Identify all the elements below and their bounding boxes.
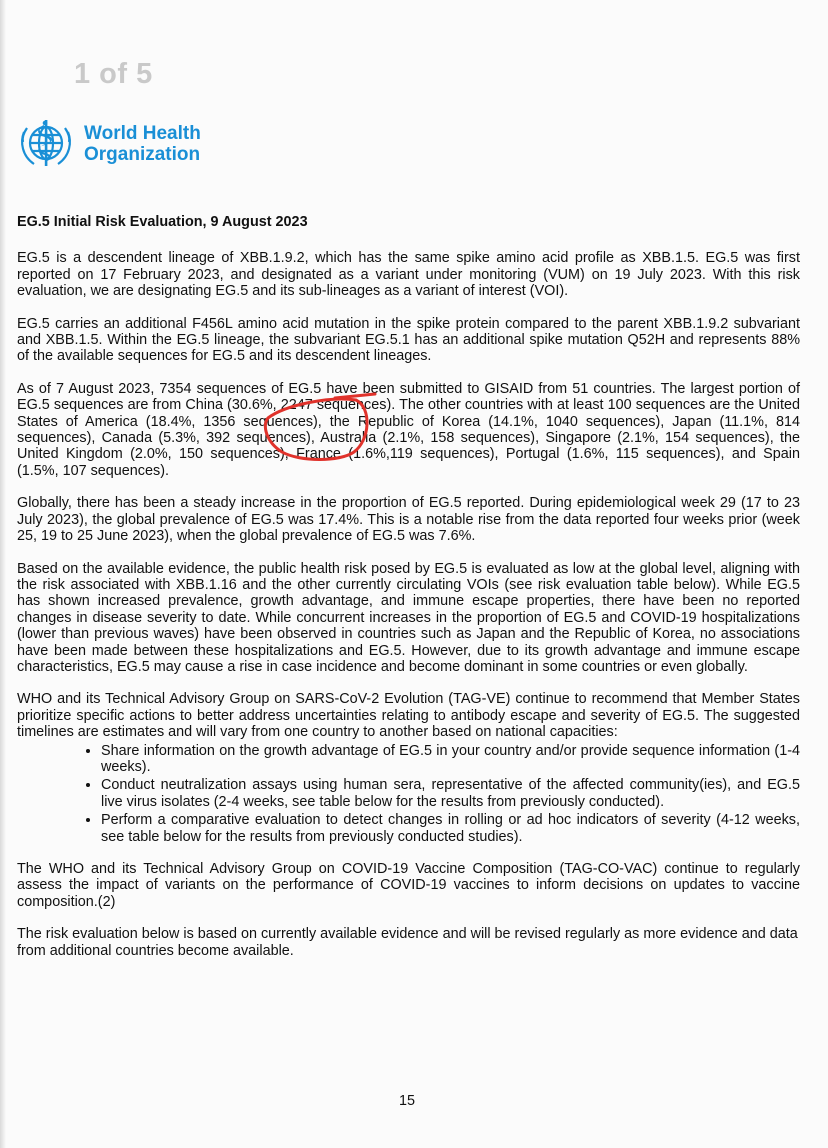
paragraph-recommendations: WHO and its Technical Advisory Group on SARS-CoV-2 Evolution (TAG-VE) continue to recommend that Member States prioritize specific actions to better address uncertainties relating to antibody escape and severity of EG.5. The suggested timelines are estimates and will vary from one country to another based on national capacities: — [17, 691, 800, 741]
paragraph-risk: Based on the available evidence, the public health risk posed by EG.5 is evaluated as low at the global level, aligning with the risk associated with XBB.1.16 and the other currently circulating VOIs (see risk evaluation table below). While EG.5 has shown increased prevalence, growth advantage, and immune escape properties, there have been no reported changes in disease severity to date. While concurrent increases in the proportion of EG.5 and COVID-19 hospitalizations (lower than previous waves) have been observed in countries such as Japan and the Republic of Korea, no associations have been made between these hospitalizations and EG.5. However, due to its growth advantage and immune escape characteristics, EG.5 may cause a rise in case incidence and become dominant in some countries or even globally. — [17, 560, 800, 675]
list-item: • Share information on the growth advantage of EG.5 in your country and/or provide sequence information (1-4 weeks). — [101, 743, 800, 776]
page-number: 15 — [399, 1093, 416, 1109]
logo-line-1: World Health — [84, 123, 201, 144]
page-counter: 1 of 5 — [74, 58, 153, 90]
list-item: • Conduct neutralization assays using human sera, representative of the affected community(ies), and EG.5 live virus isolates (2-4 weeks, see table below for the results from previously conducted). — [101, 777, 800, 810]
page-edge-shadow — [0, 0, 6, 1148]
paragraph-revision: The risk evaluation below is based on currently available evidence and will be revised regularly as more evidence and data from additional countries become available. — [17, 926, 798, 959]
document-body — [17, 214, 800, 975]
who-emblem-icon — [14, 114, 78, 174]
who-logo — [14, 114, 201, 174]
list-item: • Perform a comparative evaluation to detect changes in rolling or ad hoc indicators of severity (4-12 weeks, see table below for the results from previously conducted studies). — [101, 812, 800, 845]
paragraph-prevalence: Globally, there has been a steady increase in the proportion of EG.5 reported. During epidemiological week 29 (17 to 23 July 2023), the global prevalence of EG.5 was 17.4%. This is a notable rise from the data reported four weeks prior (week 25, 19 to 25 June 2023), when the global prevalence of EG.5 was 7.6%. — [17, 495, 800, 545]
paragraph-mutation: EG.5 carries an additional F456L amino acid mutation in the spike protein compared to the parent XBB.1.9.2 subvariant and XBB.1.5. Within the EG.5 lineage, the subvariant EG.5.1 has an additional spike mutation Q52H and represents 88% of the available sequences for EG.5 and its descendent lineages. — [17, 315, 800, 365]
paragraph-lineage: EG.5 is a descendent lineage of XBB.1.9.2, which has the same spike amino acid profile as XBB.1.5. EG.5 was first reported on 17 February 2023, and designated as a variant under monitoring (VUM) on 19 July 2023. With this risk evaluation, we are designating EG.5 and its sub-lineages as a variant of interest (VOI). — [17, 250, 800, 300]
document-title: EG.5 Initial Risk Evaluation, 9 August 2023 — [17, 214, 308, 230]
paragraph-sequences: As of 7 August 2023, 7354 sequences of EG.5 have been submitted to GISAID from 51 countries. The largest portion of EG.5 sequences are from China (30.6%, 2247 sequences). The other countries with at least 100 sequences are the United States of America (18.4%, 1356 sequences), the Republic of Korea (14.1%, 1040 sequences), Japan (11.1%, 814 sequences), Canada (5.3%, 392 sequences), Australia (2.1%, 158 sequences), Singapore (2.1%, 154 sequences), the United Kingdom (2.0%, 150 sequences), France (1.6%,119 sequences), Portugal (1.6%, 115 sequences), and Spain (1.5%, 107 sequences). — [17, 380, 800, 479]
recommendation-list — [17, 743, 800, 845]
logo-line-2: Organization — [84, 144, 201, 165]
who-logo-text — [84, 123, 201, 165]
paragraph-vaccine: The WHO and its Technical Advisory Group on COVID-19 Vaccine Composition (TAG-CO-VAC) continue to regularly assess the impact of variants on the performance of COVID-19 vaccines to inform decisions on updates to vaccine composition.(2) — [17, 861, 800, 910]
